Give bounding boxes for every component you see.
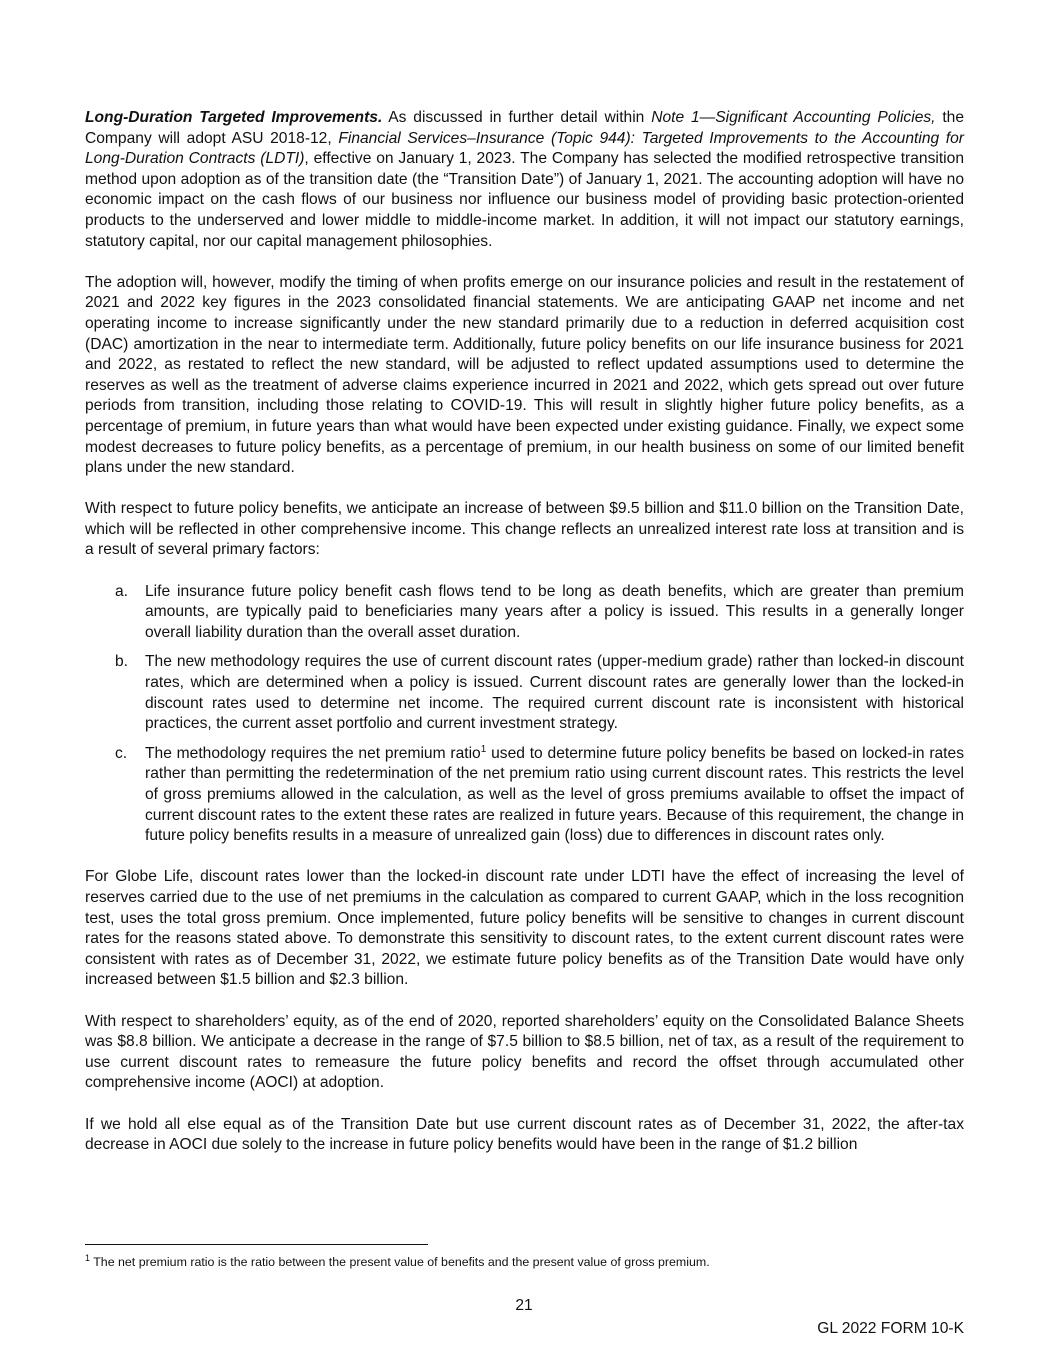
form-label: GL 2022 FORM 10-K <box>817 1320 964 1337</box>
factors-list <box>85 582 964 847</box>
list-marker: a. <box>115 582 129 600</box>
list-item <box>85 744 964 847</box>
paragraph-ldti-intro <box>85 108 964 252</box>
standard-title: Financial Services–Insurance (Topic 944): Targeted Improvements to the Accounting for Long-Duration Contracts (LDTI) <box>85 129 965 168</box>
paragraph-text: the Company will adopt ASU 2018-12, <box>85 109 965 147</box>
paragraph-adoption-timing: The adoption will, however, modify the timing of when profits emerge on our insurance policies and result in the restatement of 2021 and 2022 key figures in the 2023 consolidated financial statements. We are anticipating GAAP net income and net operating income to increase significantly under the new standard primarily due to a reduction in deferred acquisition cost (DAC) amortization in the near to intermediate term. Additionally, future policy benefits on our life insurance business for 2021 and 2022, as restated to reflect the new standard, will be adjusted to reflect updated assumptions used to determine the reserves as well as the treatment of adverse claims experience incurred in 2021 and 2022, which gets spread out over future periods from transition, including those relating to COVID-19. This will result in slightly higher future policy benefits, as a percentage of premium, in future years than what would have been expected under existing guidance. Finally, we expect some modest decreases to future policy benefits, as a percentage of premium, in our health business on some of our limited benefit plans under the new standard. <box>85 273 964 477</box>
list-item <box>85 652 964 734</box>
paragraph-future-policy-benefits: With respect to future policy benefits, we anticipate an increase of between $9.5 billion and $11.0 billion on the Transition Date, which will be reflected in other comprehensive income. This change reflects an unrealized interest rate loss at transition and is a result of several primary factors: <box>85 500 964 559</box>
list-item-text: The new methodology requires the use of current discount rates (upper-medium grade) rather than locked-in discount rates, which are determined when a policy is issued. Current discount rates are generally lower than the locked-in discount rates used to determine net income. The required current discount rate is inconsistent with historical practices, the current asset portfolio and current investment strategy. <box>145 653 964 733</box>
footnote-marker: 1 <box>85 1253 91 1263</box>
list-marker: c. <box>115 744 128 762</box>
footnote-text: The net premium ratio is the ratio between the present value of benefits and the present value of gross premium. <box>90 1255 710 1269</box>
note-reference: Note 1—Significant Accounting Policies, <box>651 109 936 126</box>
paragraph-text: As discussed in further detail within <box>382 109 652 126</box>
page-number: 21 <box>515 1297 533 1314</box>
footnote-divider <box>85 1244 428 1245</box>
paragraph-globe-life-discount-rates: For Globe Life, discount rates lower than the locked-in discount rate under LDTI have the effect of increasing the level of reserves carried due to the use of net premiums in the calculation as compared to current GAAP, which in the loss recognition test, uses the total gross premium. Once implemented, future policy benefits will be sensitive to changes in current discount rates for the reasons stated above. To demonstrate this sensitivity to discount rates, to the extent current discount rates were consistent with rates as of December 31, 2022, we estimate future policy benefits as of the Transition Date would have only increased between $1.5 billion and $2.3 billion. <box>85 868 964 989</box>
list-item <box>85 582 964 644</box>
footnote-reference: 1 <box>480 743 487 755</box>
paragraph-aoci: If we hold all else equal as of the Transition Date but use current discount rates as of December 31, 2022, the after-tax decrease in AOCI due solely to the increase in future policy benefits would have been in the range of $1.2 billion <box>85 1115 964 1154</box>
list-item-text: Life insurance future policy benefit cash flows tend to be long as death benefits, which are greater than premium amounts, are typically paid to beneficiaries many years after a policy is issued. This results in a generally longer overall liability duration than the overall asset duration. <box>145 582 964 641</box>
paragraph-text: , effective on January 1, 2023. The Company has selected the modified retrospective transition method upon adoption as of the transition date (the “Transition Date”) of January 1, 2021. The accounting adoption will have no economic impact on the cash flows of our business nor influence our business model of providing basic protection-oriented products to the underserved and lower middle to middle-income market. In addition, it will not impact our statutory earnings, statutory capital, nor our capital management philosophies. <box>85 150 964 250</box>
section-lead-heading: Long-Duration Targeted Improvements. <box>85 109 383 126</box>
document-body <box>85 108 964 1176</box>
paragraph-shareholders-equity: With respect to shareholders’ equity, as of the end of 2020, reported shareholders’ equity on the Consolidated Balance Sheets was $8.8 billion. We anticipate a decrease in the range of $7.5 billion to $8.5 billion, net of tax, as a result of the requirement to use current discount rates to remeasure the future policy benefits and record the offset through accumulated other comprehensive income (AOCI) at adoption. <box>85 1012 964 1092</box>
list-item-text-post: used to determine future policy benefits be based on locked-in rates rather than permitting the redetermination of the net premium ratio using current discount rates. This restricts the level of gross premiums allowed in the calculation, as well as the level of gross premiums available to offset the impact of current discount rates to the extent these rates are realized in future years. Because of this requirement, the change in future policy benefits results in a measure of unrealized gain (loss) due to differences in discount rates only. <box>145 744 964 845</box>
list-item-text-pre: The methodology requires the net premium ratio <box>145 744 481 762</box>
footnote <box>85 1254 964 1270</box>
list-item-text <box>145 744 964 847</box>
list-marker: b. <box>115 653 129 671</box>
